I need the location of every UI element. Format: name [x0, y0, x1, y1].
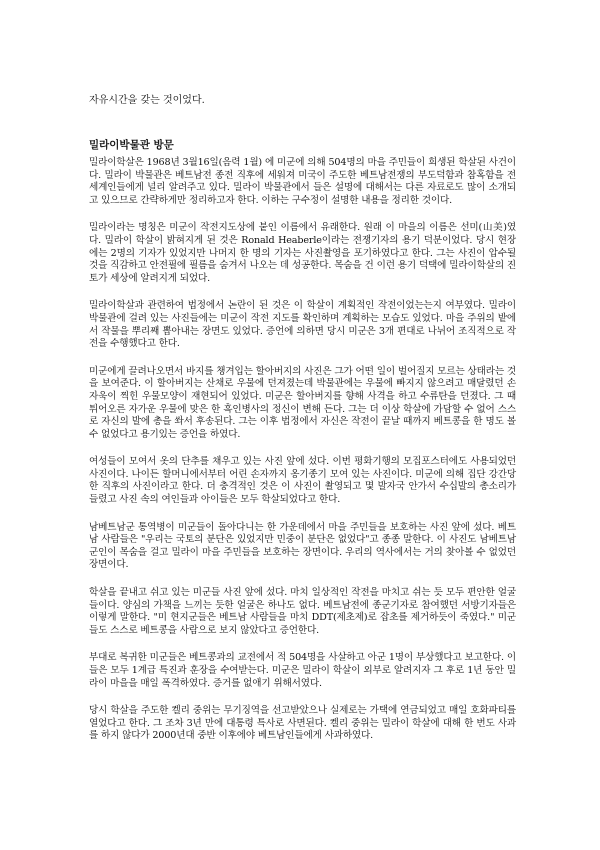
section-title: 밀라이박물관 방문 [89, 139, 174, 151]
paragraph: 미군에게 끌려나오면서 바지를 챙겨입는 할아버지의 사진은 그가 어떤 일이 벌어질지 모르는 상태라는 것을 보여준다. 이 할아버지는 산채로 우물에 던져졌는데 박물관에는 우물에 빠지지 않으려고 매달렸던 손자욱이 찍힌 우물모양이 재현되어 있었다. 미군은 할아버지를 향해 사격을 하고 수류탄을 던졌다. 그 때 튀어오른 자가운 우물에 맞은 한 흑인병사의 정신이 변해 든다. 그는 더 이상 학살에 가담할 수 없어 스스로 자신의 발에 총을 쏴서 후송된다. 그는 이후 법정에서 자신은 작전이 끝날 때까지 베트콩을 한 명도 볼 수 없었다고 용기있는 증언을 하였다. [89, 365, 516, 440]
paragraph: 밀라이학살은 1968년 3월16일(음력 1월) 에 미군에 의해 504명의 마을 주민들이 희생된 학살된 사건이다. 밀라이 박물관은 베트남전 종전 직후에 세워져 미국이 주도한 베트남전쟁의 부도덕함과 참혹함을 전세계인들에게 널리 알려주고 있다. 밀라이 박물관에서 들은 설명에 대해서는 다른 자료로도 많이 소개되고 있으므로 간략하게만 정리하고자 한다. 이하는 구수정이 설명한 내용을 정리한 것이다. [89, 157, 516, 206]
section-body [89, 157, 516, 758]
paragraph: 부대로 복귀한 미군들은 베트콩과의 교전에서 적 504명을 사살하고 아군 1명이 부상했다고 보고한다. 이들은 모두 1계급 특진과 훈장을 수여받는다. 미군은 밀라이 학살이 외부로 알려지자 그 후로 1년 동안 밀라이 마을을 매일 폭격하였다. 증거를 없애기 위해서였다. [89, 652, 516, 689]
paragraph: 여성들이 모여서 옷의 단추를 채우고 있는 사진 앞에 섰다. 이번 평화기행의 모집포스터에도 사용되었던 사진이다. 나이든 할머니에서부터 어린 손자까지 옹기종기 모여 있는 사진이다. 미군에 의해 집단 강간당한 직후의 사진이라고 한다. 더 충격적인 것은 이 사진이 촬영되고 몇 발자국 안가서 수십발의 총소리가 들렸고 사진 속의 여인들과 아이들은 모두 학살되었다고 한다. [89, 456, 516, 506]
intro-text: 자유시간을 갖는 것이었다. [89, 95, 205, 106]
paragraph: 당시 학살을 주도한 켈리 중위는 무기징역을 선고받았으나 실제로는 가택에 연금되었고 매일 호화파티를 열었다고 한다. 그 조차 3년 만에 대통령 특사로 사면된다. 켈리 중위는 밀라이 학살에 대해 한 번도 사과를 하지 않다가 2000년대 중반 이후에야 베트남인들에게 사과하였다. [89, 705, 516, 742]
paragraph: 밀라이학살과 관련하여 법정에서 논란이 된 것은 이 학살이 계획적인 작전이었는는지 여부였다. 밀라이 박물관에 걸려 있는 사진들에는 미군이 작전 지도를 확인하며 계획하는 모습도 있었다. 마을 주위의 밭에서 작물을 뿌리째 뽑아내는 장면도 있었다. 증언에 의하면 당시 미군은 3개 편대로 나뉘어 조직적으로 작전을 수행했다고 한다. [89, 300, 516, 350]
paragraph: 남베트남군 통역병이 미군들이 돌아다니는 한 가운데에서 마을 주민들을 보호하는 사진 앞에 섰다. 베트남 사람들은 "우리는 국토의 분단은 있었지만 민중이 분단은 없었다"고 종종 말한다. 이 사진도 남베트남 군인이 목숨을 걸고 밀라이 마을 주민들을 보호하는 장면이다. 우리의 역사에서는 거의 찾아볼 수 없었던 장면이다. [89, 521, 516, 571]
paragraph: 밀라이라는 명칭은 미군이 작전지도상에 붙인 이름에서 유래한다. 원래 이 마을의 이름은 선미(山美)였다. 밀라이 학살이 밝혀지게 된 것은 Ronald Heaberle이라는 전쟁기자의 용기 덕분이었다. 당시 현장에는 2명의 기자가 있었지만 나머지 한 명의 기자는 사진촬영을 포기하였다고 한다. 그는 사진이 압수될 것을 직감하고 안전필에 필름을 숨겨서 나오는 데 성공한다. 목숨을 건 이런 용기 덕택에 밀라이학살의 진토가 세상에 알려지게 되었다. [89, 222, 516, 284]
paragraph: 학살을 끝내고 쉬고 있는 미군들 사진 앞에 섰다. 마치 일상적인 작전을 마치고 쉬는 듯 모두 편안한 얼굴들이다. 양심의 가책을 느끼는 듯한 얼굴은 하나도 없다. 베트남전에 종군기자로 참여했던 서방기자들은 이렇게 말한다. "미 현지군들은 베트남 사람들을 마치 DDT(제초제)로 잡초를 제거하듯이 죽였다." 미군들도 스스로 베트콩을 사람으로 보지 않았다고 증언한다. [89, 587, 516, 636]
